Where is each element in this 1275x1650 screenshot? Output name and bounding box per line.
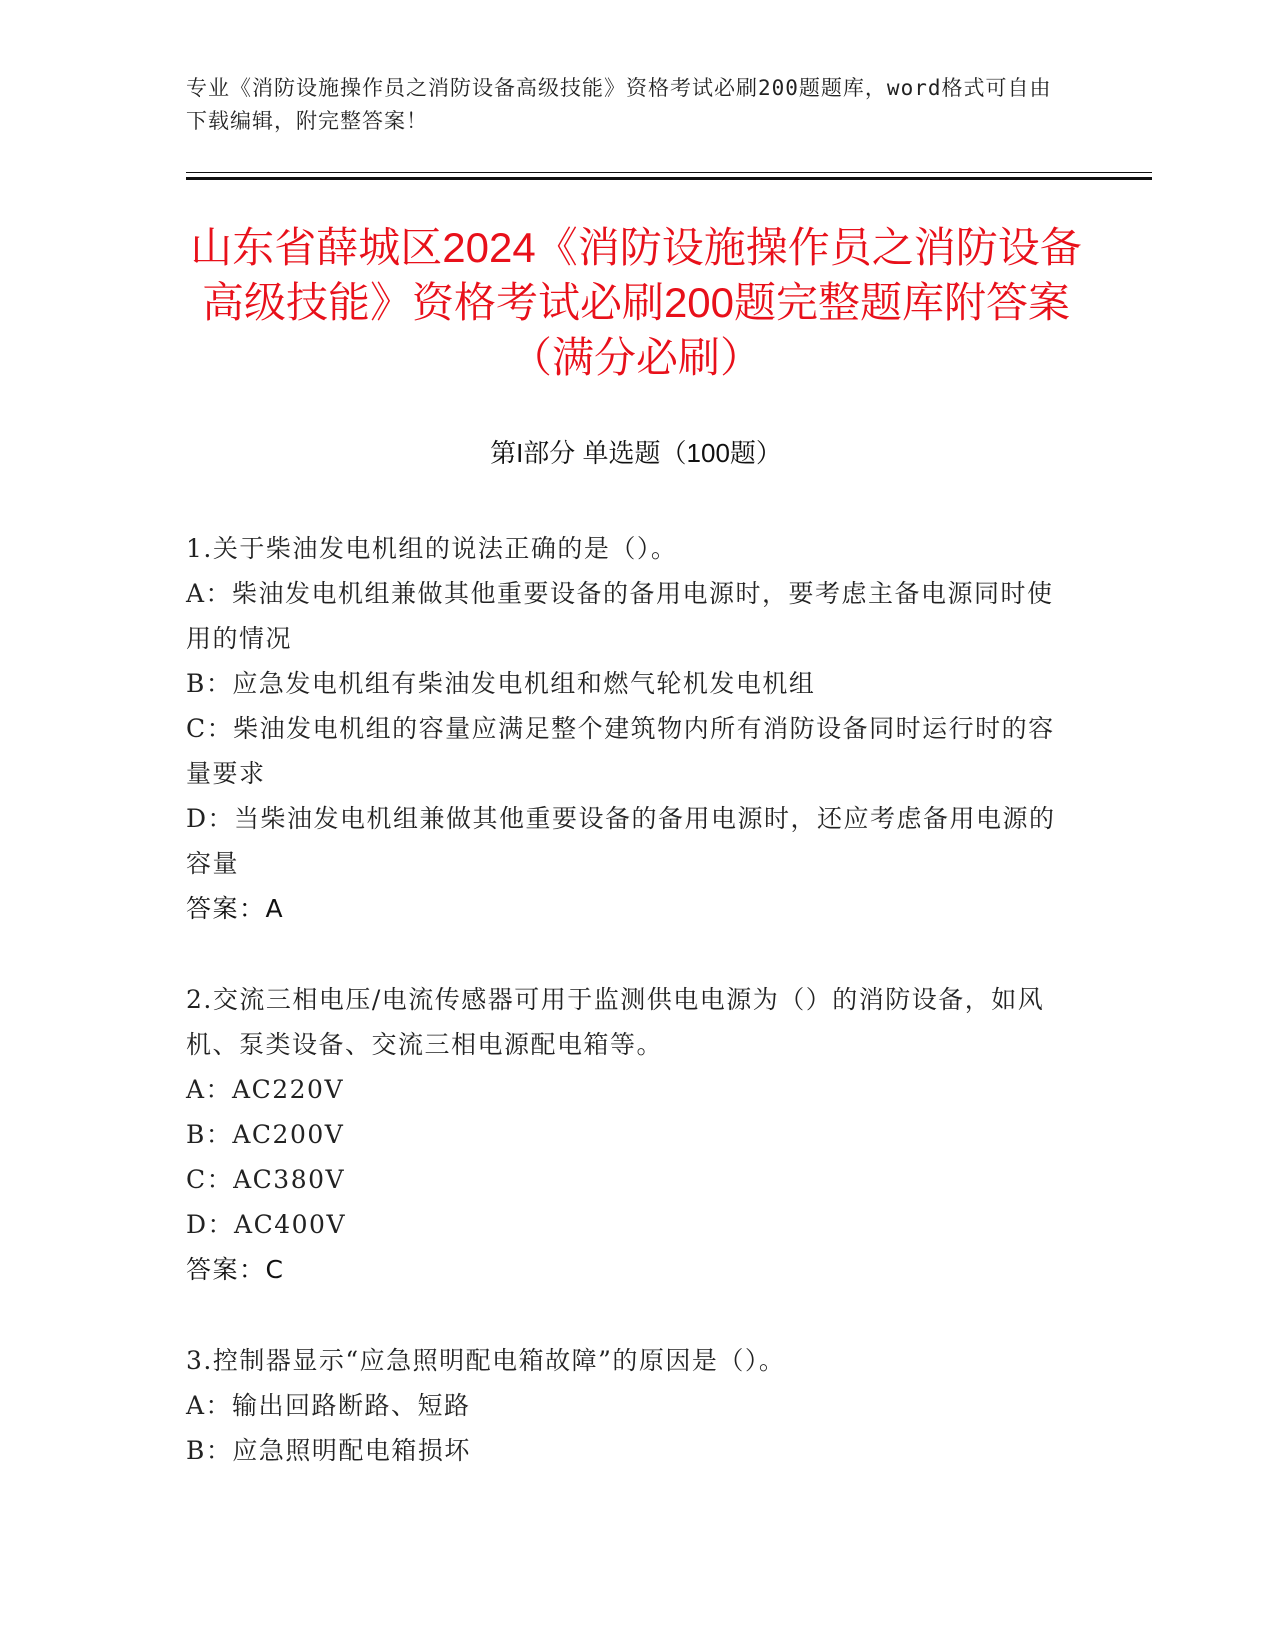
header-rule-thick <box>186 177 1152 180</box>
question-stem: 3.控制器显示“应急照明配电箱故障”的原因是（）。 <box>186 1346 786 1375</box>
option-b: B：AC200V <box>186 1120 345 1149</box>
question-2 <box>186 977 1066 1292</box>
option-d: D：AC400V <box>186 1210 346 1239</box>
question-1 <box>186 526 1066 931</box>
header-note: 专业《消防设施操作员之消防设备高级技能》资格考试必刷200题题库，word格式可自由下载编辑，附完整答案！ <box>186 76 1052 133</box>
answer: 答案：A <box>186 894 285 923</box>
option-a: A：柴油发电机组兼做其他重要设备的备用电源时，要考虑主备电源同时使用的情况 <box>186 579 1054 653</box>
question-3 <box>186 1338 1066 1473</box>
option-d: D：当柴油发电机组兼做其他重要设备的备用电源时，还应考虑备用电源的容量 <box>186 804 1056 878</box>
option-a: A：输出回路断路、短路 <box>186 1391 471 1420</box>
section-title: 第I部分 单选题（100题） <box>490 438 782 468</box>
option-c: C：AC380V <box>186 1165 346 1194</box>
question-stem: 1.关于柴油发电机组的说法正确的是（）。 <box>186 534 678 563</box>
document-title: 山东省薛城区2024《消防设施操作员之消防设备高级技能》资格考试必刷200题完整题库附答案（满分必刷） <box>190 224 1082 381</box>
question-stem: 2.交流三相电压/电流传感器可用于监测供电电源为（）的消防设备，如风机、泵类设备、交流三相电源配电箱等。 <box>186 985 1045 1059</box>
option-a: A：AC220V <box>186 1075 345 1104</box>
question-list <box>186 526 1066 1519</box>
option-c: C：柴油发电机组的容量应满足整个建筑物内所有消防设备同时运行时的容量要求 <box>186 714 1055 788</box>
option-b: B：应急发电机组有柴油发电机组和燃气轮机发电机组 <box>186 669 816 698</box>
option-b: B：应急照明配电箱损坏 <box>186 1436 471 1465</box>
answer: 答案：C <box>186 1255 285 1284</box>
header-rule-thin <box>186 172 1152 173</box>
